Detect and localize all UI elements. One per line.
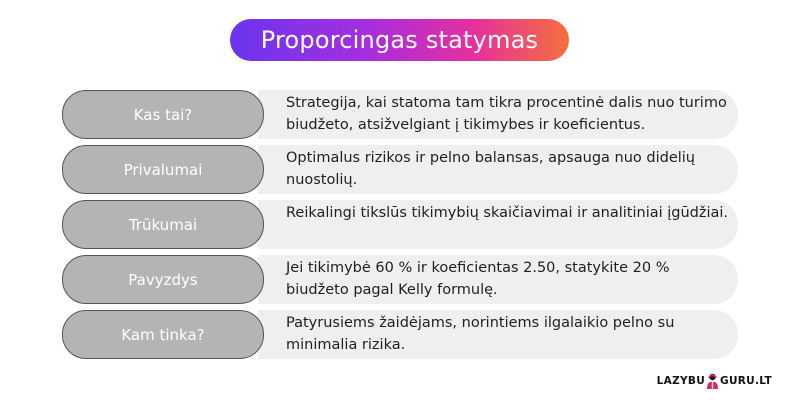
row-description: Reikalingi tikslūs tikimybių skaičiavimai ir analitiniai įgūdžiai. [286, 205, 729, 221]
info-row [62, 200, 738, 249]
row-label: Pavyzdys [62, 255, 264, 304]
row-description: Jei tikimybė 60 % ir koeficientas 2.50, statykite 20 % biudžeto pagal Kelly formulę. [286, 260, 670, 298]
info-row [62, 255, 738, 304]
info-table [62, 90, 738, 365]
brand-logo[interactable] [657, 373, 772, 389]
row-description: Patyrusiems žaidėjams, norintiems ilgalaikio pelno su minimalia rizika. [286, 315, 675, 353]
info-row [62, 145, 738, 194]
row-label: Kam tinka? [62, 310, 264, 359]
row-description: Strategija, kai statoma tam tikra procentinė dalis nuo turimo biudžeto, atsižvelgiant į tikimybes ir koeficientus. [286, 95, 727, 133]
info-row [62, 90, 738, 139]
row-description: Optimalus rizikos ir pelno balansas, apsauga nuo didelių nuostolių. [286, 150, 695, 188]
row-label: Kas tai? [62, 90, 264, 139]
page-title: Proporcingas statymas [230, 19, 569, 61]
info-row [62, 310, 738, 359]
row-label: Privalumai [62, 145, 264, 194]
logo-text-left: LAZYBU [656, 375, 706, 387]
logo-text-right: GURU.LT [720, 375, 772, 387]
guru-figure-icon [706, 373, 719, 389]
row-label: Trūkumai [62, 200, 264, 249]
